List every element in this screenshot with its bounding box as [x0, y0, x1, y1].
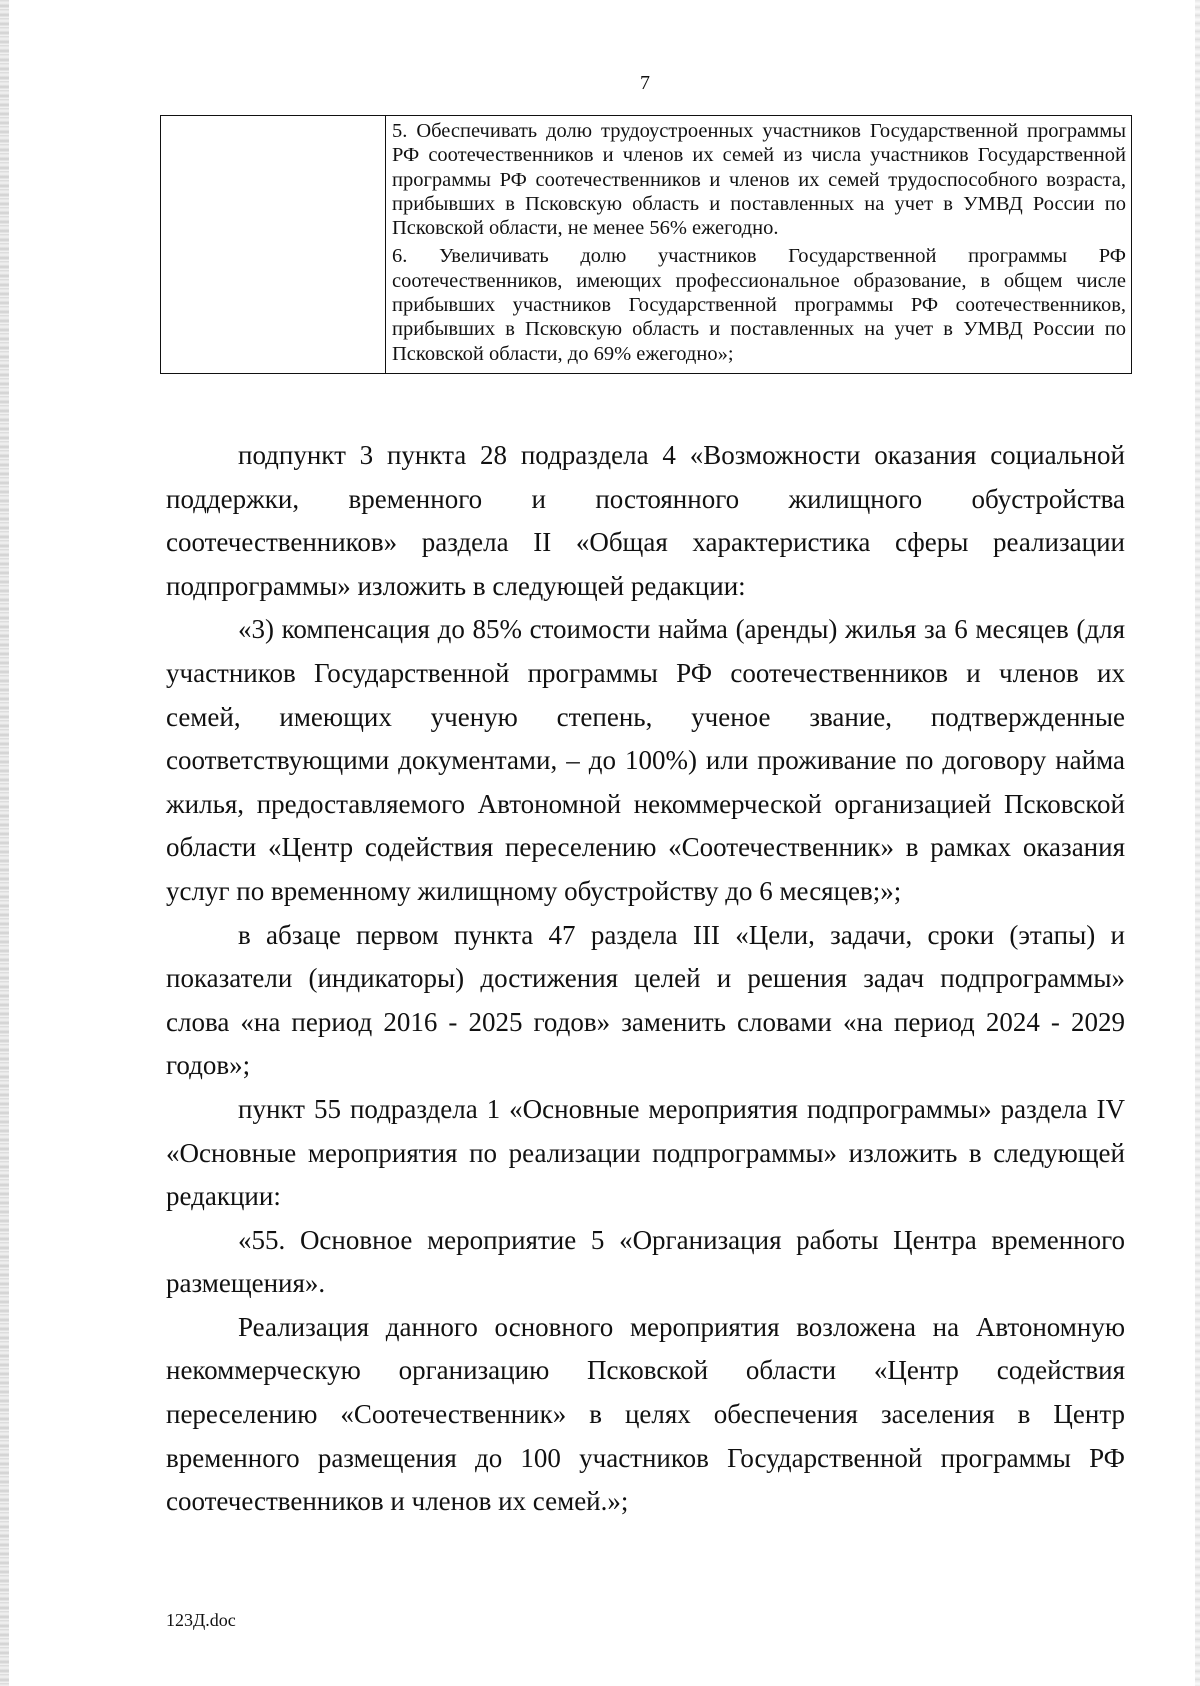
table-text-cell	[386, 116, 1132, 374]
table-row	[161, 116, 1132, 374]
table-empty-cell	[161, 116, 386, 374]
page-number: 7	[640, 72, 650, 94]
scan-edge-right	[1195, 0, 1200, 1686]
table-item: 6. Увеличивать долю участников Государственной программы РФ соотечественников, имеющих профессиональное образование, в общем числе прибывших участников Государственной программы РФ соотечественников, прибывших в Псковскую область и поставленных на учет в УМВД России по Псковской области, до 69% ежегодно»;	[392, 245, 1126, 365]
paragraph: пункт 55 подраздела 1 «Основные мероприятия подпрограммы» раздела IV «Основные мероприятия по реализации подпрограммы» изложить в следующей редакции:	[166, 1093, 1125, 1212]
paragraph: в абзаце первом пункта 47 раздела III «Цели, задачи, сроки (этапы) и показатели (индикаторы) достижения целей и решения задач подпрограммы» слова «на период 2016 - 2025 годов» заменить словами «на период 2024 - 2029 годов»;	[166, 919, 1125, 1081]
paragraph: подпункт 3 пункта 28 подраздела 4 «Возможности оказания социальной поддержки, временного и постоянного жилищного обустройства соотечественников» раздела II «Общая характеристика сферы реализации подпрограммы» изложить в следующей редакции:	[166, 440, 1125, 601]
scan-edge-left	[0, 0, 9, 1686]
file-name-footer: 123Д.doc	[166, 1610, 236, 1630]
paragraph: «3) компенсация до 85% стоимости найма (аренды) жилья за 6 месяцев (для участников Государственной программы РФ соотечественников и членов их семей, имеющих ученую степень, ученое звание, подтвержденные соответствующими документами, – до 100%) или проживание по договору найма жилья, предоставляемого Автономной некоммерческой организацией Псковской области «Центр содействия переселению «Соотечественник» в рамках оказания услуг по временному жилищному обустройству до 6 месяцев;»;	[166, 614, 1125, 906]
goals-table	[160, 115, 1132, 374]
table-item: 5. Обеспечивать долю трудоустроенных участников Государственной программы РФ соотечественников и членов их семей из числа участников Государственной программы РФ соотечественников и членов их семей трудоспособного возраста, прибывших в Псковскую область и поставленных на учет в УМВД России по Псковской области, не менее 56% ежегодно.	[392, 120, 1126, 240]
paragraph: Реализация данного основного мероприятия возложена на Автономную некоммерческую организацию Псковской области «Центр содействия переселению «Соотечественник» в целях обеспечения заселения в Центр временного размещения до 100 участников Государственной программы РФ соотечественников и членов их семей.»;	[166, 1311, 1125, 1517]
document-body	[166, 434, 1125, 1524]
paragraph: «55. Основное мероприятие 5 «Организация работы Центра временного размещения».	[166, 1224, 1125, 1299]
